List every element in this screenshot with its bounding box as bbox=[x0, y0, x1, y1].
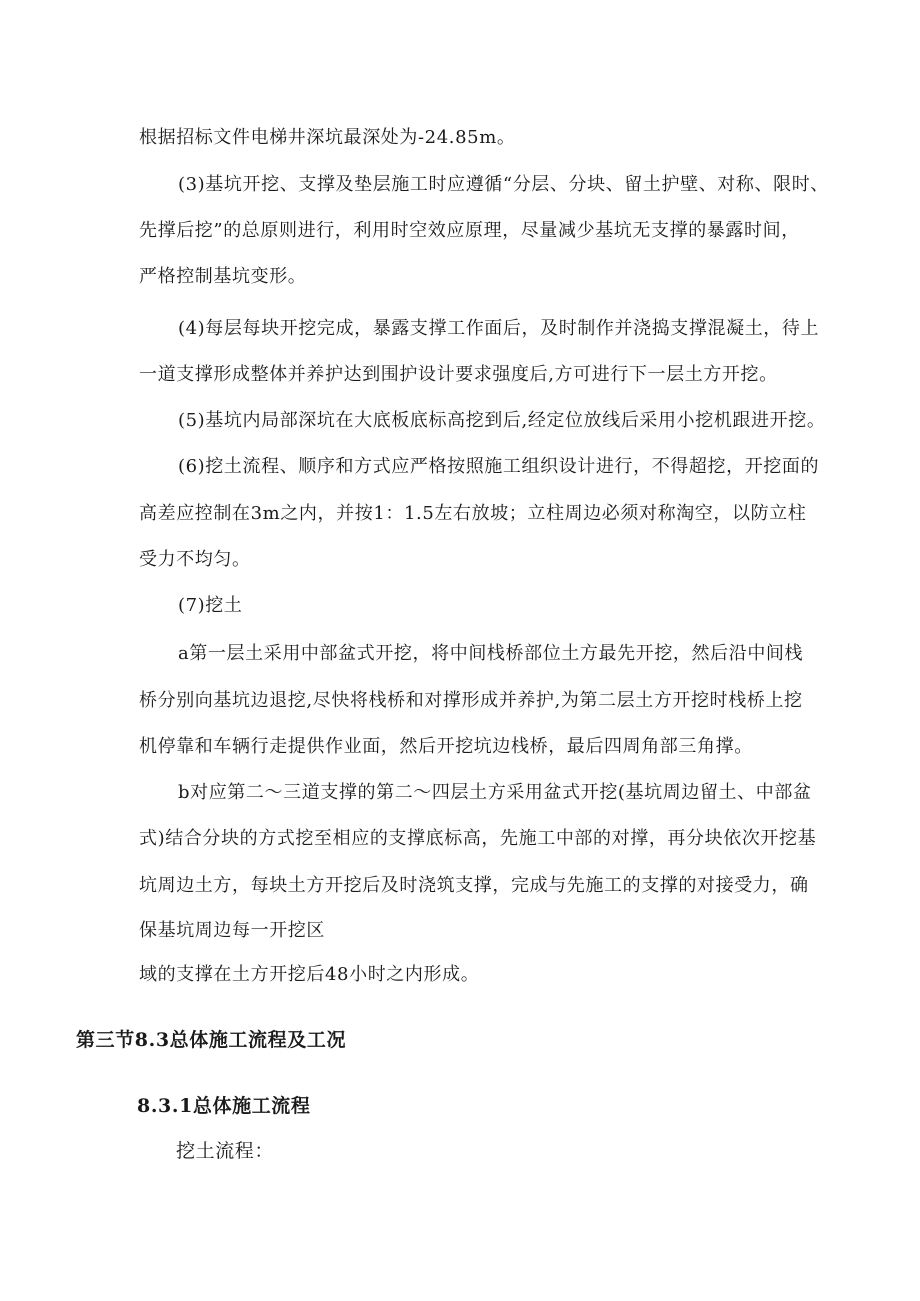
paragraph-line: 一道支撑形成整体并养护达到围护设计要求强度后,方可进行下一层土方开挖。 bbox=[139, 364, 778, 385]
paragraph-line: (4)每层每块开挖完成，暴露支撑工作面后，及时制作并浇捣支撑混凝土，待上 bbox=[178, 318, 820, 339]
paragraph-line: 域的支撑在土方开挖后48小时之内形成。 bbox=[139, 964, 480, 985]
paragraph-line: 高差应控制在3m之内，并按1：1.5左右放坡；立柱周边必须对称淘空，以防立柱 bbox=[139, 503, 807, 524]
paragraph-line: a第一层土采用中部盆式开挖，将中间栈桥部位土方最先开挖，然后沿中间栈 bbox=[178, 643, 804, 664]
paragraph-line: 根据招标文件电梯井深坑最深处为-24.85m。 bbox=[139, 127, 516, 148]
paragraph-line: 桥分别向基坑边退挖,尽快将栈桥和对撑形成并养护,为第二层土方开挖时栈桥上挖 bbox=[139, 690, 803, 711]
paragraph-line: (6)挖土流程、顺序和方式应严格按照施工组织设计进行，不得超挖，开挖面的 bbox=[178, 456, 820, 477]
paragraph-line: 严格控制基坑变形。 bbox=[139, 266, 307, 287]
paragraph-line: (5)基坑内局部深坑在大底板底标高挖到后,经定位放线后采用小挖机跟进开挖。 bbox=[178, 410, 826, 431]
paragraph-line: 式)结合分块的方式挖至相应的支撑底标高，先施工中部的对撑，再分块依次开挖基 bbox=[139, 828, 817, 849]
paragraph-line: 受力不均匀。 bbox=[139, 549, 251, 570]
flow-label: 挖土流程： bbox=[176, 1140, 275, 1162]
paragraph-line: 先撑后挖”的总原则进行，利用时空效应原理，尽量减少基坑无支撑的暴露时间， bbox=[139, 220, 800, 241]
paragraph-line: 坑周边土方，每块土方开挖后及时浇筑支撑，完成与先施工的支撑的对接受力，确 bbox=[139, 875, 809, 896]
paragraph-line: b对应第二～三道支撑的第二～四层土方采用盆式开挖(基坑周边留土、中部盆 bbox=[178, 782, 812, 803]
paragraph-line: 保基坑周边每一开挖区 bbox=[139, 920, 325, 941]
paragraph-line: 机停靠和车辆行走提供作业面，然后开挖坑边栈桥，最后四周角部三角撑。 bbox=[139, 736, 753, 757]
section-heading: 第三节8.3总体施工流程及工况 bbox=[76, 1029, 347, 1051]
subsection-heading: 8.3.1总体施工流程 bbox=[137, 1095, 311, 1117]
paragraph-line: (3)基坑开挖、支撑及垫层施工时应遵循“分层、分块、留土护壁、对称、限时、 bbox=[178, 174, 829, 195]
paragraph-line: (7)挖土 bbox=[178, 595, 243, 616]
